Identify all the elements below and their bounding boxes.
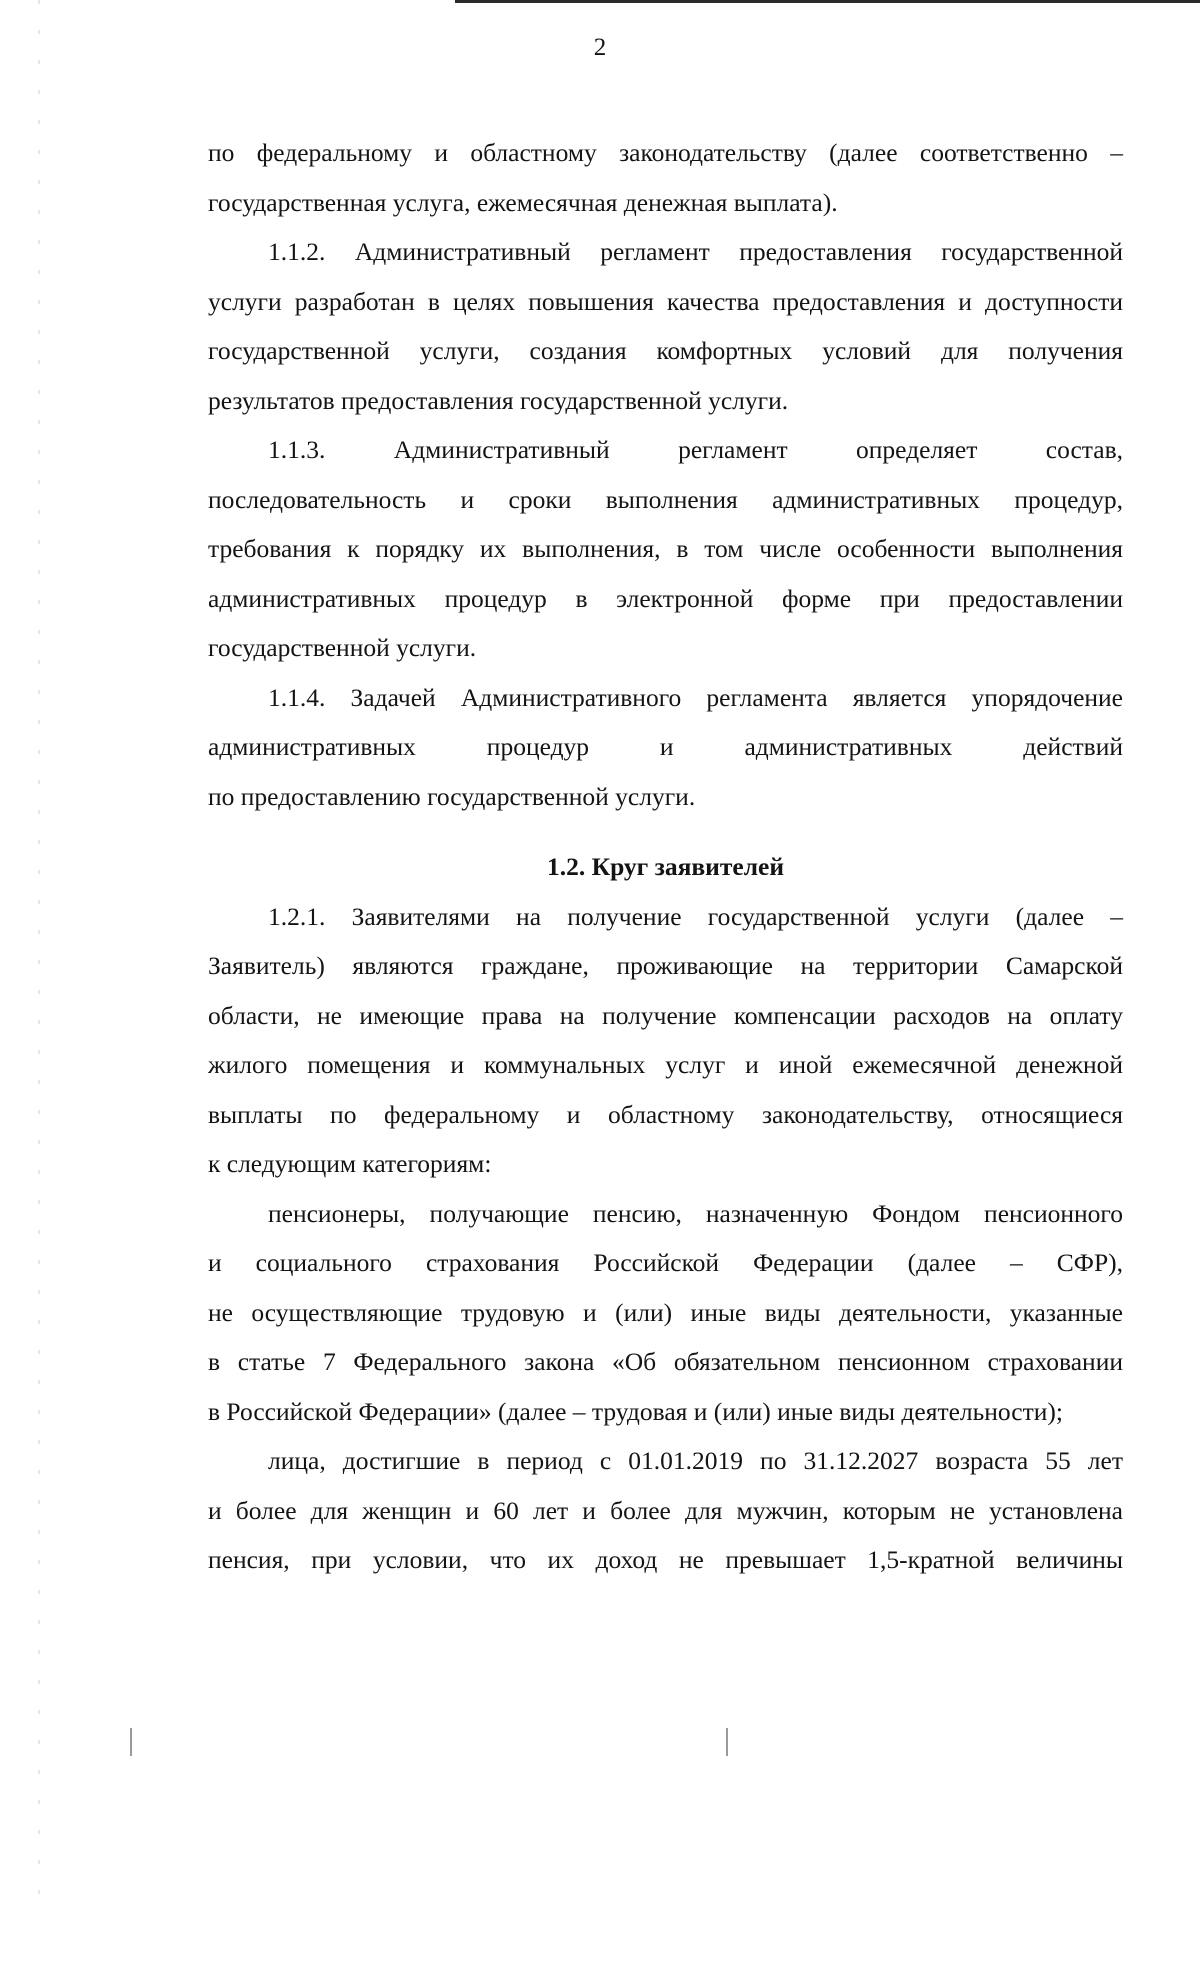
text-line: 1.1.2. Административный регламент предоставления государственной bbox=[268, 237, 1123, 266]
text-line: не осуществляющие трудовую и (или) иные виды деятельности, указанные bbox=[208, 1297, 1123, 1327]
page-number: 2 bbox=[593, 34, 607, 61]
text-line: области, не имеющие права на получение компенсации расходов на оплату bbox=[208, 1000, 1123, 1030]
text-line: государственной услуги. bbox=[208, 633, 477, 662]
text-line: административных процедур в электронной форме при предоставлении bbox=[208, 583, 1123, 613]
text-line: требования к порядку их выполнения, в том числе особенности выполнения bbox=[208, 534, 1123, 563]
section-heading: 1.2. Круг заявителей bbox=[546, 852, 785, 881]
paragraph bbox=[208, 892, 1123, 1189]
text-line: Заявитель) являются граждане, проживающие на территории Самарской bbox=[208, 951, 1123, 980]
section-1-1-text bbox=[208, 128, 1123, 821]
text-line: и более для женщин и 60 лет и более для мужчин, которым не установлена bbox=[208, 1495, 1123, 1525]
text-line: 1.2.1. Заявителями на получение государственной услуги (далее – bbox=[268, 901, 1123, 931]
scan-tick-left bbox=[130, 1728, 132, 1756]
text-line: по федеральному и областному законодательству (далее соответственно – bbox=[208, 138, 1123, 167]
text-line: в Российской Федерации» (далее – трудовая и (или) иные виды деятельности); bbox=[208, 1396, 1063, 1426]
text-line: в статье 7 Федерального закона «Об обязательном пенсионном страховании bbox=[208, 1347, 1123, 1376]
text-line: 1.1.3. Административный регламент определяет состав, bbox=[268, 435, 1123, 464]
scan-tick-center bbox=[726, 1728, 728, 1756]
text-line: к следующим категориям: bbox=[208, 1149, 492, 1178]
text-line: по предоставлению государственной услуги. bbox=[208, 781, 696, 811]
text-line: услуги разработан в целях повышения качества предоставления и доступности bbox=[208, 286, 1123, 316]
text-line: государственная услуга, ежемесячная денежная выплата). bbox=[208, 187, 838, 217]
paragraph bbox=[208, 425, 1123, 673]
scan-edge-top bbox=[455, 0, 1200, 3]
scan-edge-left bbox=[38, 0, 40, 1900]
text-line: лица, достигшие в период с 01.01.2019 по 31.12.2027 возраста 55 лет bbox=[268, 1446, 1123, 1475]
text-line: пенсионеры, получающие пенсию, назначенную Фондом пенсионного bbox=[268, 1198, 1123, 1228]
paragraph bbox=[208, 673, 1123, 822]
section-1-2-text bbox=[208, 892, 1123, 1585]
text-line: 1.1.4. Задачей Административного регламента является упорядочение bbox=[268, 682, 1123, 712]
text-line: результатов предоставления государственной услуги. bbox=[208, 385, 789, 415]
text-line: выплаты по федеральному и областному законодательству, относящиеся bbox=[208, 1099, 1123, 1129]
text-line: жилого помещения и коммунальных услуг и иной ежемесячной денежной bbox=[208, 1050, 1123, 1079]
document-body bbox=[208, 128, 1123, 1585]
paragraph bbox=[208, 1189, 1123, 1437]
text-line: последовательность и сроки выполнения административных процедур, bbox=[208, 484, 1123, 514]
text-line: пенсия, при условии, что их доход не превышает 1,5-кратной величины bbox=[208, 1545, 1123, 1574]
paragraph bbox=[208, 1436, 1123, 1585]
paragraph bbox=[208, 128, 1123, 227]
paragraph bbox=[208, 227, 1123, 425]
text-line: государственной услуги, создания комфортных условий для получения bbox=[208, 336, 1123, 365]
text-line: и социального страхования Российской Федерации (далее – СФР), bbox=[208, 1248, 1123, 1277]
text-line: административных процедур и административных действий bbox=[208, 732, 1123, 761]
